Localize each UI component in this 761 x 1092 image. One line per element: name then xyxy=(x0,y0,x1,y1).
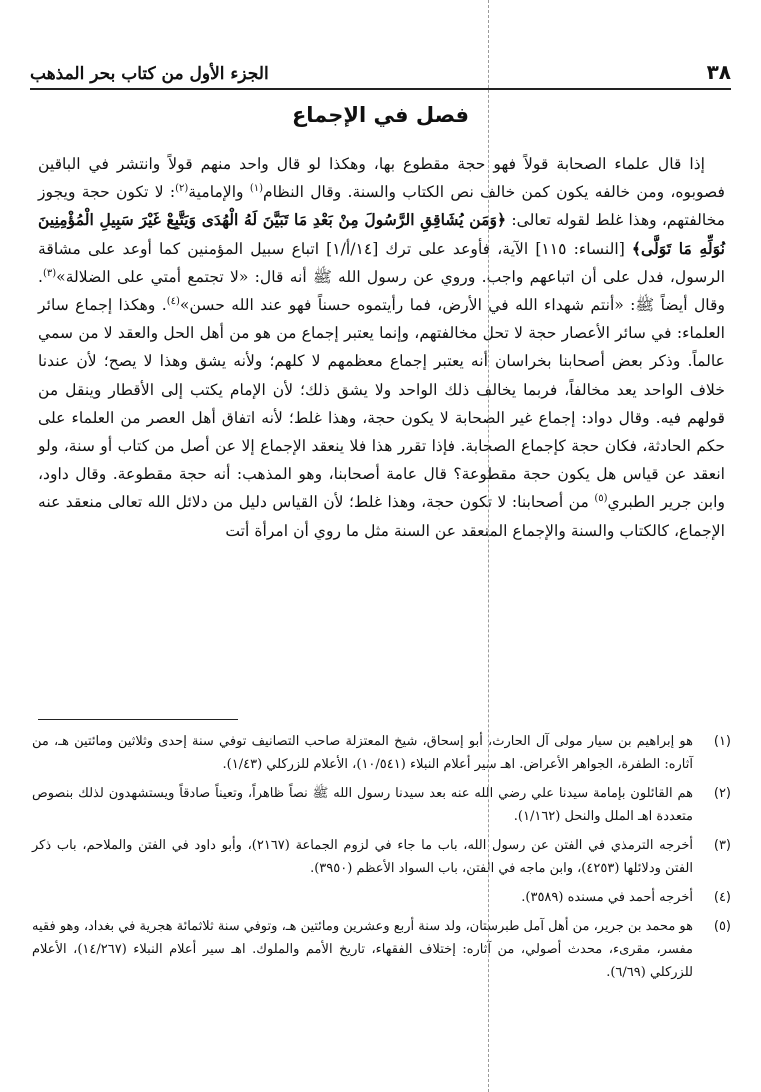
text-run: : لا تكون حجة ويجوز مخالفتهم، وهذا غلط لقوله تعالى: xyxy=(38,183,726,230)
footnote-text: هو إبراهيم بن سيار مولى آل الحارث، أبو إسحاق، شيخ المعتزلة صاحب التصانيف توفي سنة إحدى وثلاثين ومائتين هـ، من آثاره: الطفرة، الجواهر الأعراض. اهـ سير أعلام النبلاء (١٠/٥٤١)، الأعلام للزركلي (١/٤٣). xyxy=(32,734,693,772)
footnote-text: هو محمد بن جرير، من أهل آمل طبرستان، ولد سنة أربع وعشرين ومائتين هـ، وتوفي سنة ثلاثمائة هجرية في بغداد، وهو فقيه مفسر، مقرىء، محدث أصولي، من آثاره: إختلاف الفقهاء، تاريخ الأمم والملوك. اهـ سير أعلام النبلاء (١٤/٢٦٧)، الأعلام للزركلي (٦/٦٩). xyxy=(32,919,693,980)
main-text xyxy=(38,150,725,545)
text-run: من أصحابنا: لا تكون حجة، وهذا غلط؛ لأن القياس دليل من دلائل الله تعالى منعقد عنه الإجماع، كالكتاب والسنة والإجماع المنعقد عن السنة مثل ما روي أن امرأة أتت xyxy=(38,493,725,540)
text-run: إذا قال علماء الصحابة قولاً فهو حجة مقطوع بها، وهكذا لو قال واحد منهم قولاً وانتشر في الباقين فصوبوه، ومن خالفه يكون كمن خالف نص الكتاب والسنة. وقال النظام xyxy=(38,155,725,202)
text-run: . وهكذا إجماع سائر العلماء: في سائر الأعصار حجة لا تحل مخالفتهم، وإنما يعتبر إجماع من هو من أهل الحل والعقد لا من سمي عالماً. وذكر بعض أصحابنا بخراسان أنه يعتبر إجماع معظمهم لا كلهم؛ ولأنه يشق وهذا لا يصح؛ لأن عندنا خلاف الواحد يعد مخالفاً، فربما يخالف ذلك الواحد ولا يشق ذلك؛ لأن الإمام يكتب إلى الأقطار وينقل من قولهم فيه. وقال دواد: إجماع غير الصحابة لا يكون حجة، وهذا غلط؛ لأنه اتفاق أهل العصر من العلماء على حكم الحادثة، فكان حجة كإجماع الصحابة. فإذا تقرر هذا فلا ينعقد الإجماع إلا عن أصل من كتاب أو سنة، ولو انعقد عن قياس هل يكون حجة مقطوعة؟ قال عامة أصحابنا، وهو المذهب: أنه حجة مقطوعة. وقال داود، وابن جرير الطبري xyxy=(38,296,725,512)
footnote-2 xyxy=(32,782,731,828)
text-run: . وقال أيضاً ﷺ: «أنتم شهداء الله في الأرض، فما رأيتموه حسناً فهو عند الله حسن» xyxy=(38,267,726,315)
footnotes xyxy=(32,730,731,990)
footnote-text: هم القائلون بإمامة سيدنا علي رضي الله عنه بعد سيدنا رسول الله ﷺ نصاً ظاهراً، وتعيناً صادقاً ويستشهدون لذلك بنصوص متعددة اهـ الملل والنحل (١/١٦٢). xyxy=(32,786,693,824)
section-title: فصل في الإجماع xyxy=(291,103,470,127)
text-run: والإمامية xyxy=(188,183,250,202)
page-fold-line xyxy=(488,0,489,1092)
text-run: [النساء: ١١٥] الآية، فأوعد على ترك [١٤/أ/١] اتباع سبيل المؤمنين كما أوعد على مشاقة الرسول، فدل على أن اتباعهم واجب. وروي عن رسول الله ﷺ أنه قال: «لا تجتمع أمتي على الضلالة» xyxy=(38,239,725,286)
paragraph xyxy=(38,150,725,545)
footnote-ref-3: (٣) xyxy=(42,267,57,279)
footnote-number: (٢) xyxy=(713,786,731,801)
footnote-ref-5: (٥) xyxy=(594,493,608,505)
footnote-number: (٥) xyxy=(713,919,731,934)
page-header xyxy=(30,56,731,90)
footnote-number: (١) xyxy=(713,734,731,749)
quran-verse: ﴿وَمَن يُشَاقِقِ الرَّسُولَ مِنْ بَعْدِ مَا تَبَيَّنَ لَهُ الْهُدَى وَيَتَّبِعْ غَيْرَ سَبِيلِ الْمُؤْمِنِينَ نُوَلِّهِ مَا تَوَلَّى﴾ xyxy=(38,210,725,258)
footnote-1 xyxy=(32,730,731,776)
footnote-5 xyxy=(32,915,731,984)
footnote-3 xyxy=(32,834,731,880)
footnote-text: أخرجه الترمذي في الفتن عن رسول الله، باب ما جاء في لزوم الجماعة (٢١٦٧)، وأبو داود في الفتن والملاحم، باب ذكر الفتن ودلائلها (٤٢٥٣)، وابن ماجه في الفتن، باب السواد الأعظم (٣٩٥٠). xyxy=(32,838,693,876)
footnote-ref-4: (٤) xyxy=(166,295,180,307)
footnote-ref-2: (٢) xyxy=(175,183,189,195)
footnote-number: (٤) xyxy=(713,890,731,905)
running-title: الجزء الأول من كتاب بحر المذهب xyxy=(30,64,269,84)
footnote-4 xyxy=(32,886,731,909)
footnote-ref-1: (١) xyxy=(249,183,263,195)
footnote-text: أخرجه أحمد في مسنده (٣٥٨٩). xyxy=(521,890,693,905)
page-number: ٣٨ xyxy=(706,60,731,84)
footnote-separator xyxy=(38,719,238,720)
footnote-number: (٣) xyxy=(713,838,731,853)
